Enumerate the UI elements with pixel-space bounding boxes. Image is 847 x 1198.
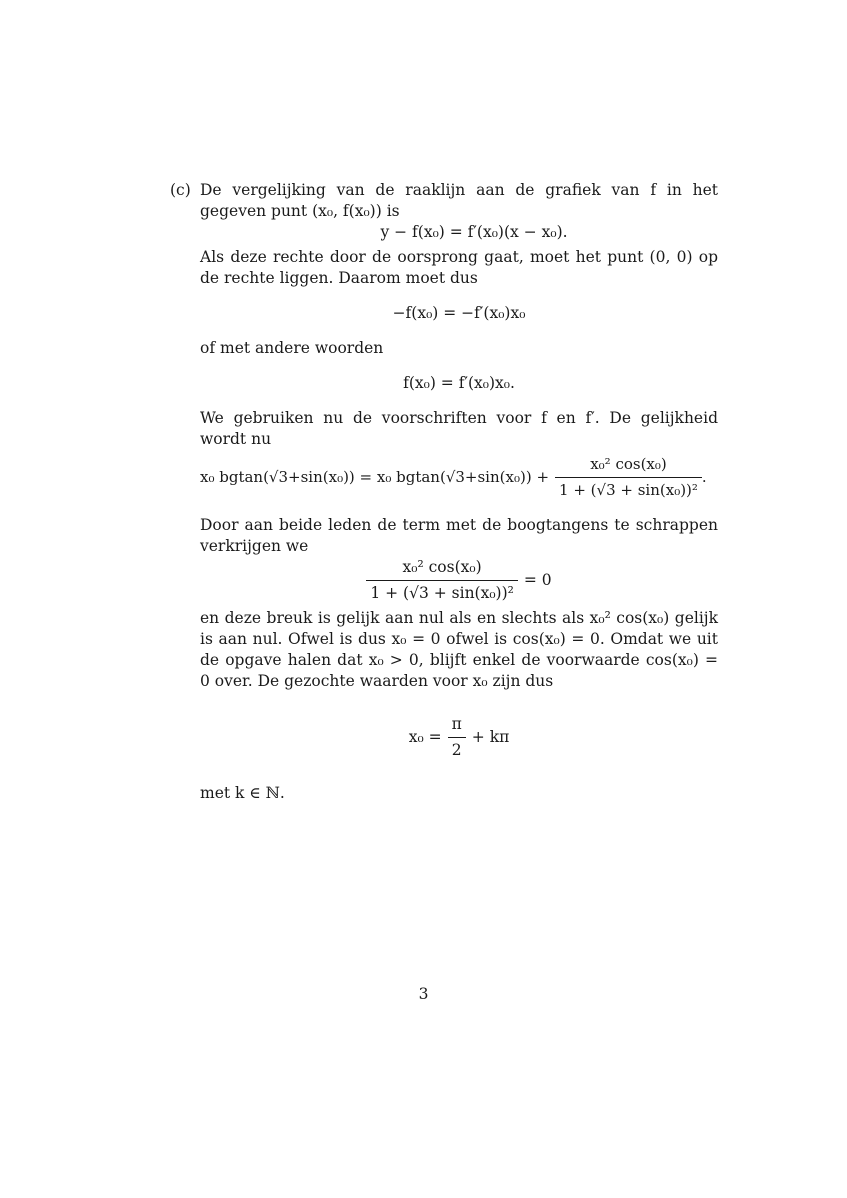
- page-number: 3: [418, 985, 429, 1003]
- equation-tangent-line: y − f(x₀) = f′(x₀)(x − x₀).: [380, 223, 568, 241]
- equation-substituted-fraction: [555, 454, 702, 501]
- exercise-item-c: [170, 180, 718, 804]
- fraction-denominator: 1 + (√3 + sin(x₀))²: [559, 481, 698, 499]
- fraction-denominator: 1 + (√3 + sin(x₀))²: [370, 584, 514, 602]
- paragraph-origin: Als deze rechte door de oorsprong gaat, moet het punt (0, 0) op de rechte liggen. Daarom moet dus: [200, 248, 718, 287]
- equation-simplified-condition: f(x₀) = f′(x₀)x₀.: [403, 374, 515, 392]
- fraction-denominator: 2: [451, 741, 462, 759]
- paragraph-in-other-words: of met andere woorden: [200, 339, 384, 357]
- fraction-numerator: x₀² cos(x₀): [366, 557, 518, 581]
- equation-substituted: [200, 454, 718, 501]
- equation-solution-rhs: + kπ: [471, 728, 510, 746]
- equation-substituted-lhs: x₀ bgtan(√3+sin(x₀)) = x₀ bgtan(√3+sin(x₀)) +: [200, 468, 550, 486]
- equation-solution-fraction: [448, 714, 466, 761]
- equation-solution-lhs: x₀ =: [408, 728, 442, 746]
- equation-fraction-zero: [200, 557, 718, 604]
- fraction-numerator: x₀² cos(x₀): [555, 454, 702, 478]
- paragraph-conclusion: en deze breuk is gelijk aan nul als en slechts als x₀² cos(x₀) gelijk is aan nul. Ofwel is dus x₀ = 0 ofwel is cos(x₀) = 0. Omdat we uit de opgave halen dat x₀ > 0, blijft enkel de voorwaarde cos(x₀) = 0 over. De gezochte waarden voor x₀ zijn dus: [200, 609, 718, 690]
- fraction-numerator: π: [448, 714, 466, 738]
- paragraph-k-natural: met k ∈ ℕ.: [200, 784, 285, 802]
- paragraph-prescriptions: We gebruiken nu de voorschriften voor f en f′. De gelijkheid wordt nu: [200, 409, 718, 448]
- paragraph-tangent-line: De vergelijking van de raaklijn aan de grafiek van f in het gegeven punt (x₀, f(x₀)) is: [200, 181, 718, 220]
- paragraph-cancel-term: Door aan beide leden de term met de boogtangens te schrappen verkrijgen we: [200, 516, 718, 555]
- item-label: (c): [170, 181, 191, 199]
- equation-solution: [200, 714, 718, 761]
- equation-fraction-zero-fraction: [366, 557, 518, 604]
- equation-origin-condition: −f(x₀) = −f′(x₀)x₀: [392, 304, 526, 322]
- equation-fraction-zero-rhs: = 0: [523, 571, 552, 589]
- equation-substituted-end: .: [701, 468, 707, 486]
- item-body: [200, 180, 718, 804]
